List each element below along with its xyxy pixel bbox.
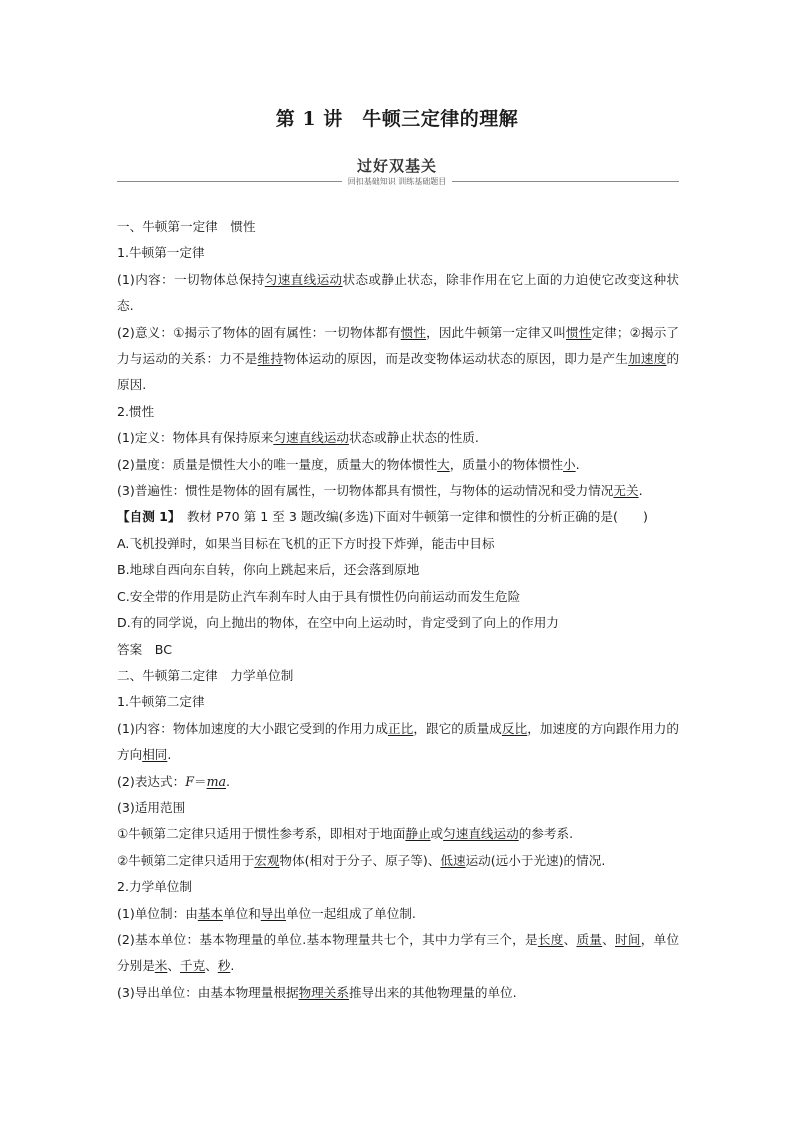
subsection-heading: 1.牛顿第二定律 xyxy=(117,694,205,710)
lecture-title: 第 1 讲 牛顿三定律的理解 xyxy=(275,108,519,130)
blank-answer: 质量 xyxy=(576,931,603,947)
quiz-option: A.飞机投弹时，如果当目标在飞机的正下方时投下炸弹，能击中目标 xyxy=(117,535,495,551)
paragraph-inertia-measure: (2)量度：质量是惯性大小的唯一量度，质量大的物体惯性大，质量小的物体惯性小. xyxy=(117,456,580,472)
paragraph-base-units: (2)基本单位：基本物理量的单位.基本物理量共七个，其中力学有三个，是长度、质量、时间，单位分别是米、千克、秒. xyxy=(117,931,680,974)
document-body xyxy=(117,214,679,1006)
paragraph-scope-1: ①牛顿第二定律只适用于惯性参考系，即相对于地面静止或匀速直线运动的参考系. xyxy=(117,826,574,842)
blank-answer: ma xyxy=(206,773,227,789)
quiz-question: 【自测 1】 教材 P70 第 1 至 3 题改编(多选)下面对牛顿第一定律和惯性的分析正确的是( ) xyxy=(117,509,648,525)
blank-answer: 秒 xyxy=(217,958,231,974)
paragraph-first-law-content: (1)内容：一切物体总保持匀速直线运动状态或静止状态，除非作用在它上面的力迫使它改变这种状态. xyxy=(117,271,680,314)
paragraph-second-law-expression: (2)表达式：F＝ma. xyxy=(117,773,231,789)
blank-answer: 相同 xyxy=(142,747,168,763)
quiz-option: D.有的同学说，向上抛出的物体，在空中向上运动时，肯定受到了向上的作用力 xyxy=(117,615,559,631)
blank-answer: 惯性 xyxy=(400,324,427,340)
blank-answer: 米 xyxy=(154,958,168,974)
blank-answer: 低速 xyxy=(440,852,466,868)
blank-answer: 物理关系 xyxy=(298,984,349,1000)
blank-answer: 维持 xyxy=(257,351,284,367)
blank-answer: 小 xyxy=(563,456,576,472)
quiz-option: C.安全带的作用是防止汽车刹车时人由于具有惯性仍向前运动而发生危险 xyxy=(117,588,521,604)
blank-answer: 反比 xyxy=(501,720,528,736)
blank-answer: 匀速直线运动 xyxy=(443,826,519,842)
quiz-answer: 答案 BC xyxy=(117,641,172,657)
section-heading: 二、牛顿第二定律 力学单位制 xyxy=(117,667,294,683)
blank-answer: 无关 xyxy=(613,483,639,499)
blank-answer: 惯性 xyxy=(566,324,592,340)
subsection-heading: 2.惯性 xyxy=(117,403,155,419)
paragraph-inertia-universality: (3)普遍性：惯性是物体的固有属性，一切物体都具有惯性，与物体的运动情况和受力情况无关. xyxy=(117,483,643,499)
section-band-subtitle: 回扣基础知识 训练基础题目 xyxy=(0,176,794,187)
paragraph-scope-2: ②牛顿第二定律只适用于宏观物体(相对于分子、原子等)、低速运动(远小于光速)的情况. xyxy=(117,852,606,868)
paragraph-first-law-meaning: (2)意义：①揭示了物体的固有属性：一切物体都有惯性，因此牛顿第一定律又叫惯性定律；②揭示了力与运动的关系：力不是维持物体运动的原因，而是改变物体运动状态的原因，即力是产生加速度的原因. xyxy=(117,324,680,393)
blank-answer: 千克 xyxy=(179,958,206,974)
section-band-title: 过好双基关 xyxy=(356,157,437,175)
subsection-heading: 1.牛顿第一定律 xyxy=(117,245,205,261)
paragraph-inertia-definition: (1)定义：物体具有保持原来匀速直线运动状态或静止状态的性质. xyxy=(117,430,479,446)
subsection-heading: 2.力学单位制 xyxy=(117,879,192,895)
blank-answer: 时间 xyxy=(615,931,641,947)
blank-answer: 正比 xyxy=(388,720,414,736)
blank-answer: 静止 xyxy=(405,826,431,842)
section-heading: 一、牛顿第一定律 惯性 xyxy=(117,219,256,234)
blank-answer: 宏观 xyxy=(254,852,280,868)
blank-answer: 长度 xyxy=(537,931,564,947)
blank-answer: 匀速直线运动 xyxy=(273,430,349,446)
paragraph-second-law-content: (1)内容：物体加速度的大小跟它受到的作用力成正比，跟它的质量成反比，加速度的方向跟作用力的方向相同. xyxy=(117,720,680,763)
paragraph-derived-units: (3)导出单位：由基本物理量根据物理关系推导出来的其他物理量的单位. xyxy=(117,984,517,1000)
quiz-tag: 【自测 1】 xyxy=(117,509,175,525)
blank-answer: 匀速直线运动 xyxy=(264,271,343,287)
paragraph-unit-system: (1)单位制：由基本单位和导出单位一起组成了单位制. xyxy=(117,905,416,921)
quiz-option: B.地球自西向东自转，你向上跳起来后，还会落到原地 xyxy=(117,562,420,578)
blank-answer: 基本 xyxy=(197,905,223,921)
blank-answer: 导出 xyxy=(260,905,286,921)
blank-answer: 加速度 xyxy=(628,351,667,367)
blank-answer: 大 xyxy=(437,456,450,472)
paragraph-scope-heading: (3)适用范围 xyxy=(117,799,186,815)
